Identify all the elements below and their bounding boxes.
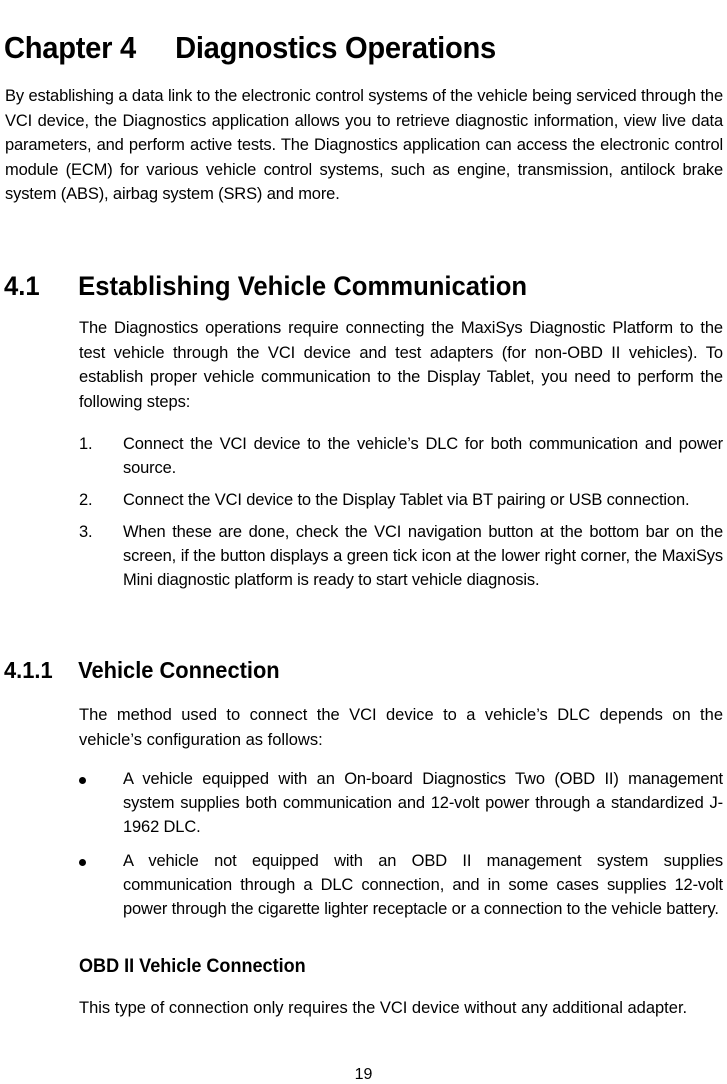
step-text: When these are done, check the VCI navigation button at the bottom bar on the screen, if the button displays a green tick icon at the lower right corner, the MaxiSys Mini diagnostic platform is ready to start vehicle diagnosis. — [123, 523, 723, 589]
step-number: 1. — [79, 435, 93, 453]
step-number: 2. — [79, 491, 93, 509]
list-item — [79, 520, 723, 592]
bullet-icon — [79, 849, 86, 873]
connection-bullets — [79, 767, 723, 921]
step-text: Connect the VCI device to the Display Tablet via BT pairing or USB connection. — [123, 491, 690, 509]
chapter-title-text: Diagnostics Operations — [175, 30, 496, 65]
bullet-icon — [79, 767, 86, 791]
chapter-title — [4, 28, 496, 68]
bullet-text: A vehicle equipped with an On-board Diagnostics Two (OBD II) management system supplies both communication and 12-volt power through a standardized J-1962 DLC. — [123, 770, 723, 836]
section-title: Establishing Vehicle Communication — [78, 271, 528, 301]
subsection-title: Vehicle Connection — [78, 657, 280, 683]
chapter-intro-paragraph: By establishing a data link to the electronic control systems of the vehicle being serviced through the VCI device, the Diagnostics application allows you to retrieve diagnostic information, view live data parameters, and perform active tests. The Diagnostics application can access the electronic control module (ECM) for various vehicle control systems, such as engine, transmission, antilock brake system (ABS), airbag system (SRS) and more. — [5, 87, 723, 204]
section-4-1-1-heading — [4, 655, 280, 685]
chapter-number: Chapter 4 — [4, 30, 136, 65]
bullet-text: A vehicle not equipped with an OBD II management system supplies communication through a DLC connection, and in some cases supplies 12-volt power through the cigarette lighter receptacle or a connection to the vehicle battery. — [123, 852, 723, 918]
list-item — [79, 849, 723, 921]
subsection-number: 4.1.1 — [4, 657, 53, 683]
steps-list — [79, 432, 723, 592]
step-text: Connect the VCI device to the vehicle’s DLC for both communication and power source. — [123, 435, 723, 477]
section-4-1-paragraph: The Diagnostics operations require connecting the MaxiSys Diagnostic Platform to the test vehicle through the VCI device and test adapters (for non-OBD II vehicles). To establish proper vehicle communication to the Display Tablet, you need to perform the following steps: — [79, 319, 723, 411]
list-item — [79, 767, 723, 839]
page-number: 19 — [354, 1066, 373, 1083]
list-item — [79, 488, 723, 512]
list-item — [79, 432, 723, 480]
section-4-1-1-paragraph: The method used to connect the VCI device to a vehicle’s DLC depends on the vehicle’s configuration as follows: — [79, 706, 723, 749]
step-number: 3. — [79, 523, 93, 541]
obd-connection-heading: OBD II Vehicle Connection — [79, 956, 306, 977]
section-4-1-heading — [4, 268, 527, 304]
obd-connection-paragraph: This type of connection only requires the VCI device without any additional adapter. — [79, 999, 688, 1017]
section-number: 4.1 — [4, 271, 40, 301]
